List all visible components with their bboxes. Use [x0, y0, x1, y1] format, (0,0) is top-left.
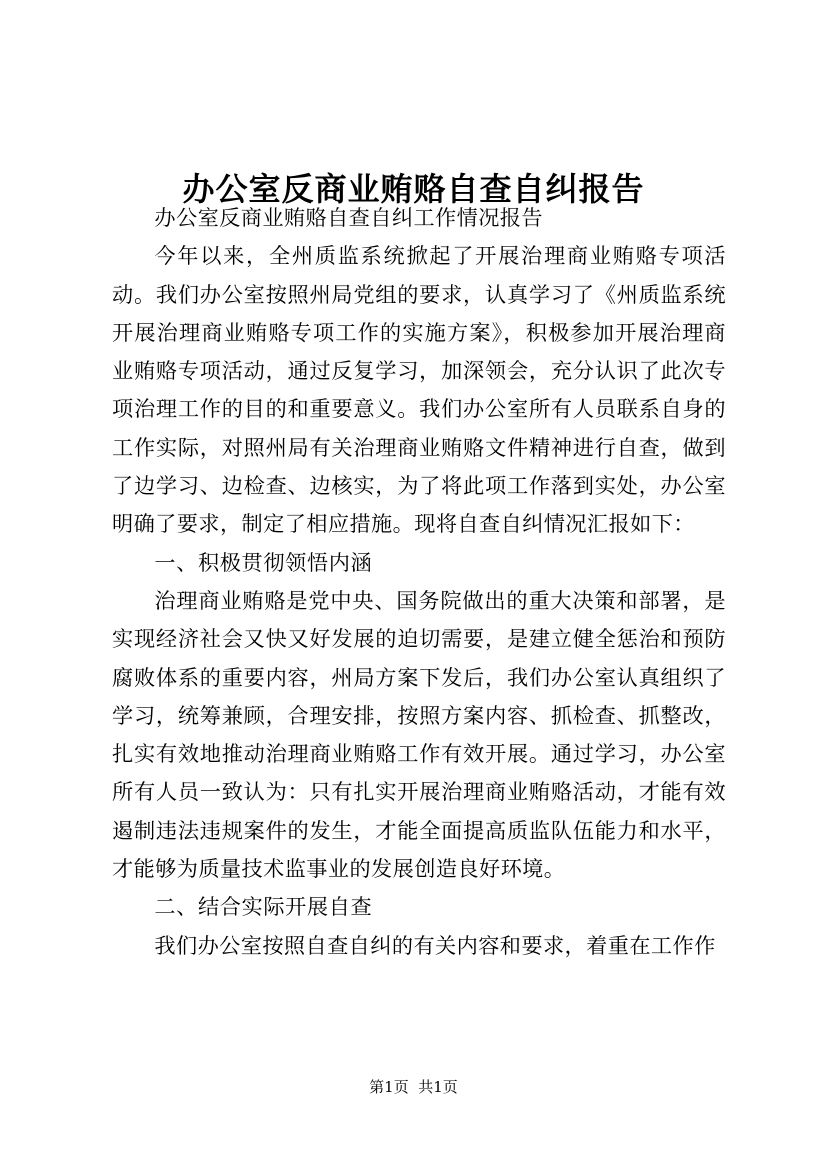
page-total: 共1页 [418, 1078, 458, 1096]
page-footer [0, 1077, 827, 1097]
document-body [112, 199, 726, 965]
document-title: 办公室反商业贿赂自查自纠报告 [182, 170, 645, 209]
subtitle-paragraph: 办公室反商业贿赂自查自纠工作情况报告 [154, 205, 543, 230]
intro-paragraph: 今年以来，全州质监系统掀起了开展治理商业贿赂专项活动。我们办公室按照州局党组的要求，认真学习了《州质监系统开展治理商业贿赂专项工作的实施方案》，积极参加开展治理商业贿赂专项活动，通过反复学习，加深领会，充分认识了此次专项治理工作的目的和重要意义。我们办公室所有人员联系自身的工作实际，对照州局有关治理商业贿赂文件精神进行自查，做到了边学习、边检查、边核实，为了将此项工作落到实处，办公室明确了要求，制定了相应措施。现将自查自纠情况汇报如下： [112, 243, 726, 537]
section-1-paragraph: 治理商业贿赂是党中央、国务院做出的重大决策和部署，是实现经济社会又快又好发展的迫切需要，是建立健全惩治和预防腐败体系的重要内容，州局方案下发后，我们办公室认真组织了学习，统筹兼顾，合理安排，按照方案内容、抓检查、抓整改，扎实有效地推动治理商业贿赂工作有效开展。通过学习，办公室所有人员一致认为：只有扎实开展治理商业贿赂活动，才能有效遏制违法违规案件的发生，才能全面提高质监队伍能力和水平，才能够为质量技术监事业的发展创造良好环境。 [112, 587, 726, 882]
section-2-paragraph: 我们办公室按照自查自纠的有关内容和要求，着重在工作作 [154, 932, 716, 958]
section-heading-2: 二、结合实际开展自查 [154, 894, 373, 920]
section-heading-1: 一、积极贯彻领悟内涵 [154, 549, 373, 575]
page-number: 第1页 [369, 1078, 409, 1096]
